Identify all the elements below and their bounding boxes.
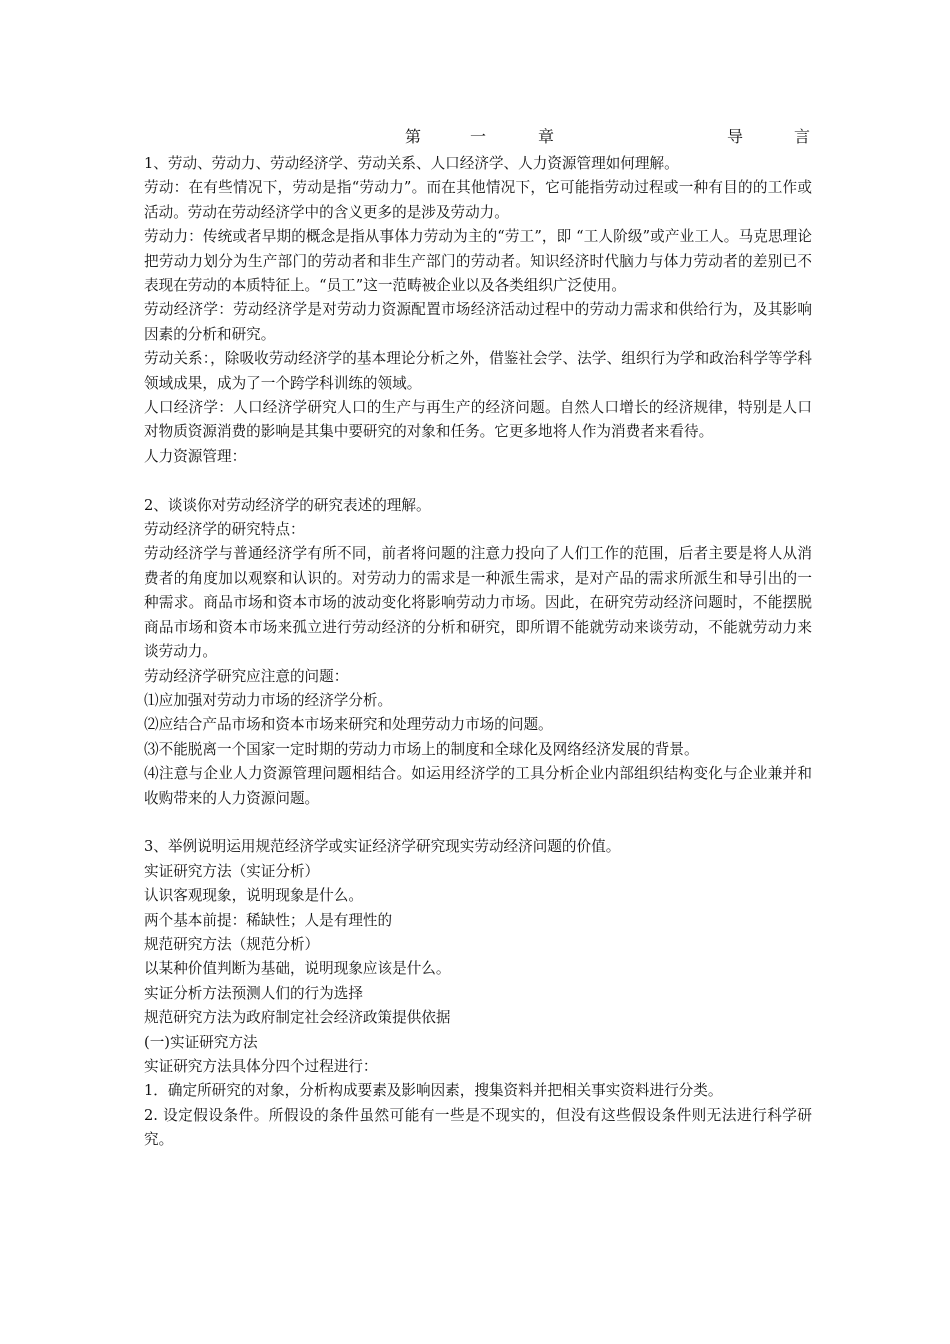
chapter-title-char: 第 <box>405 127 422 146</box>
question-heading: 2、谈谈你对劳动经济学的研究表述的理解。 <box>144 496 431 514</box>
paragraph: 人口经济学：人口经济学研究人口的生产与再生产的经济问题。自然人口增长的经济规律，特别是人口对物质资源消费的影响是其集中要研究的对象和任务。它更多地将人作为消费者来看待。 <box>144 399 812 441</box>
paragraph: 劳动经济学与普通经济学有所不同，前者将问题的注意力投向了人们工作的范围，后者主要是将人从消费者的角度加以观察和认识的。对劳动力的需求是一种派生需求，是对产品的需求所派生和导引出的一种需求。商品市场和资本市场的波动变化将影响劳动力市场。因此，在研究劳动经济问题时，不能摆脱商品市场和资本市场来孤立进行劳动经济的分析和研究，即所谓不能就劳动来谈劳动，不能就劳动力来谈劳动力。 <box>144 545 812 661</box>
paragraph: 实证研究方法（实证分析） <box>144 862 320 880</box>
chapter-title-char: 导 <box>727 127 744 146</box>
chapter-title-char: 言 <box>794 127 811 146</box>
list-item: ⑵应结合产品市场和资本市场来研究和处理劳动力市场的问题。 <box>144 716 553 734</box>
question-heading: 3、举例说明运用规范经济学或实证经济学研究现实劳动经济问题的价值。 <box>144 838 621 856</box>
paragraph: 劳动：在有些情况下，劳动是指“劳动力”。而在其他情况下，它可能指劳动过程或一种有目的的工作或活动。劳动在劳动经济学中的含义更多的是涉及劳动力。 <box>144 179 812 221</box>
section-heading: (一)实证研究方法 <box>144 1033 258 1051</box>
paragraph: 劳动经济学的研究特点： <box>144 521 305 539</box>
list-item: ⑶不能脱离一个国家一定时期的劳动力市场上的制度和全球化及网络经济发展的背景。 <box>144 740 699 758</box>
paragraph: 实证分析方法预测人们的行为选择 <box>144 984 363 1002</box>
paragraph: 劳动经济学：劳动经济学是对劳动力资源配置市场经济活动过程中的劳动力需求和供给行为，及其影响因素的分析和研究。 <box>144 301 812 343</box>
paragraph: 劳动经济学研究应注意的问题： <box>144 667 349 685</box>
document-body <box>144 152 812 1153</box>
chapter-title <box>405 124 810 150</box>
paragraph: 人力资源管理： <box>144 447 247 465</box>
blank-line <box>144 811 812 835</box>
chapter-title-char: 章 <box>538 127 555 146</box>
list-item: 1．确定所研究的对象，分析构成要素及影响因素，搜集资料并把相关事实资料进行分类。 <box>144 1082 723 1100</box>
list-item: 2. 设定假设条件。所假设的条件虽然可能有一些是不现实的，但没有这些假设条件则无法进行科学研究。 <box>144 1106 812 1149</box>
paragraph: 劳动关系：，除吸收劳动经济学的基本理论分析之外，借鉴社会学、法学、组织行为学和政治科学等学科领域成果，成为了一个跨学科训练的领域。 <box>144 350 812 392</box>
paragraph: 认识客观现象，说明现象是什么。 <box>144 887 363 905</box>
question-heading: 1、劳动、劳动力、劳动经济学、劳动关系、人口经济学、人力资源管理如何理解。 <box>144 155 679 172</box>
paragraph: 规范研究方法（规范分析） <box>144 935 320 953</box>
paragraph: 劳动力：传统或者早期的概念是指从事体力劳动为主的“劳工”，即 “工人阶级”或产业工人。马克思理论把劳动力划分为生产部门的劳动者和非生产部门的劳动者。知识经济时代脑力与体力劳动者的差别已不表现在劳动的本质特征上。“员工”这一范畴被企业以及各类组织广泛使用。 <box>144 228 812 295</box>
paragraph: 实证研究方法具体分四个过程进行： <box>144 1058 378 1075</box>
paragraph: 以某种价值判断为基础，说明现象应该是什么。 <box>144 960 451 978</box>
chapter-title-char: 一 <box>470 127 487 146</box>
paragraph: 两个基本前提：稀缺性；人是有理性的 <box>144 911 393 929</box>
list-item: ⑷注意与企业人力资源管理问题相结合。如运用经济学的工具分析企业内部组织结构变化与企业兼并和收购带来的人力资源问题。 <box>144 765 812 807</box>
list-item: ⑴应加强对劳动力市场的经济学分析。 <box>144 691 393 709</box>
blank-line <box>144 469 812 493</box>
paragraph: 规范研究方法为政府制定社会经济政策提供依据 <box>144 1009 451 1027</box>
